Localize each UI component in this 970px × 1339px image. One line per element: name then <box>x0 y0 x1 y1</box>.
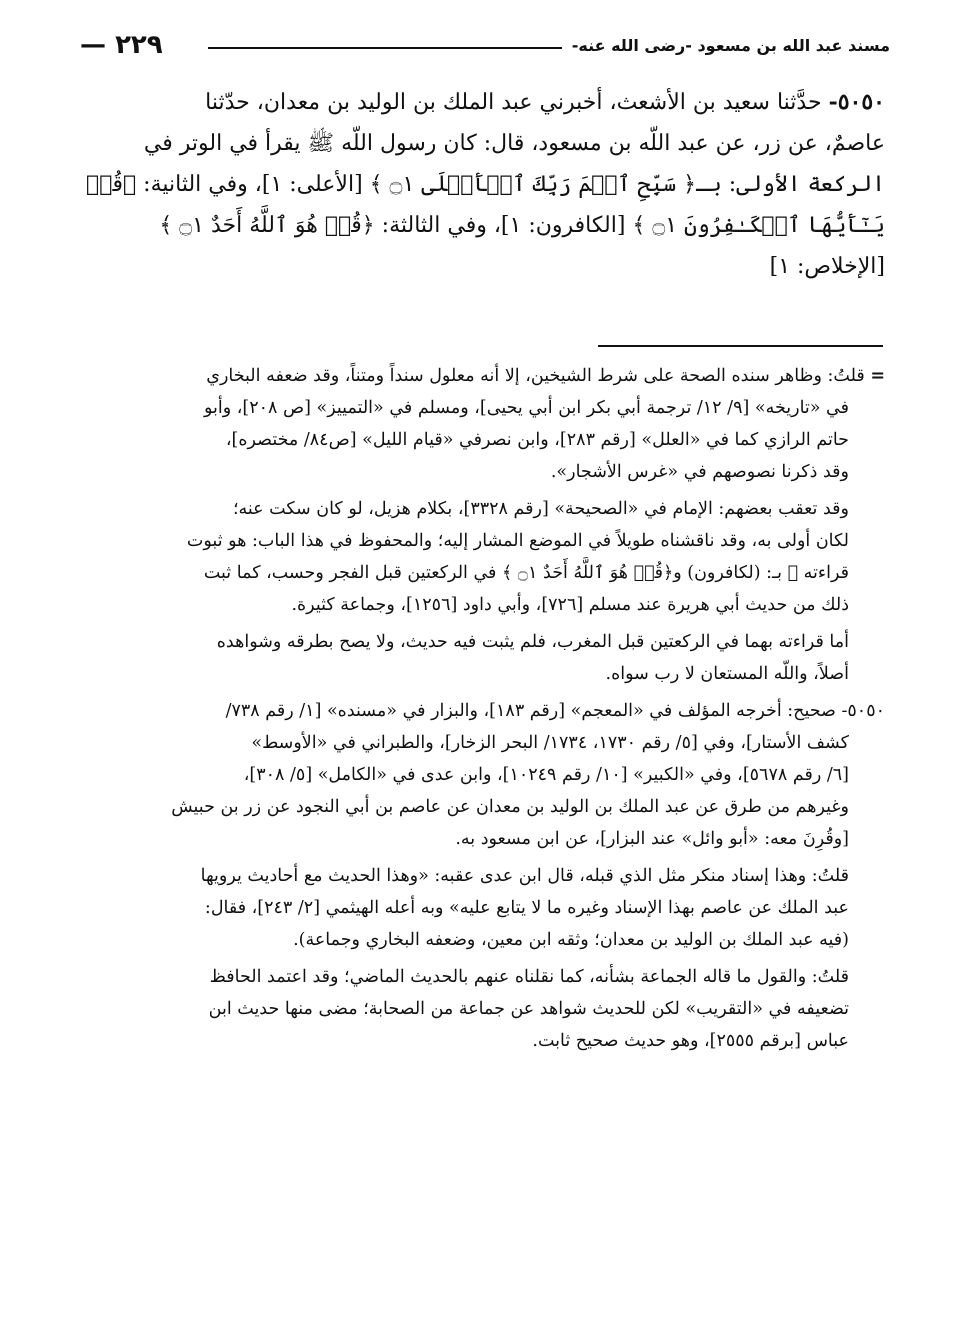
continuation-mark: = <box>870 366 885 386</box>
hadith-line: [الإخلاص: ١] <box>769 254 885 279</box>
footnote-line: أصلاً، واللّه المستعان لا رب سواه. <box>605 664 849 684</box>
running-title: مسند عبد الله بن مسعود -رضى الله عنه- <box>571 36 890 55</box>
footnote-line: لكان أولى به، وقد ناقشناه طويلاً في الموضع المشار إليه؛ والمحفوظ في هذا الباب: هو ثبوت <box>186 531 849 551</box>
footnote-line: وغيرهم من طرق عن عبد الملك بن الوليد بن معدان عن عاصم بن أبي النجود عن زر بن حبيش <box>171 797 849 817</box>
hadith-line: يَـٰٓأَيُّهَا ٱلۡكَـٰفِرُونَ ۝١ ﴾ [الكافرون: ١]، وفي الثالثة: ﴿قُلۡ هُوَ ٱللَّهُ أَحَدٌ ۝١ ﴾ <box>159 213 885 238</box>
footnote-paragraph <box>80 360 885 488</box>
footnote-paragraph <box>80 626 885 690</box>
page-header <box>80 30 890 66</box>
footnote-paragraph <box>80 493 885 621</box>
footnote-line: [وقُرِنَ معه: «أبو وائل» عند البزار]، عن ابن مسعود به. <box>455 829 849 849</box>
footnote-paragraph <box>80 860 885 956</box>
footnote-paragraph <box>80 961 885 1057</box>
hadith-line: عاصمٌ، عن زر، عن عبد اللّه بن مسعود، قال: كان رسول اللّه ﷺ يقرأ في الوتر في <box>143 131 885 156</box>
footnote-line: [٦/ رقم ٥٦٧٨]، وفي «الكبير» [١٠/ رقم ١٠٢٤٩]، وابن عدى في «الكامل» [٥/ ٣٠٨]، <box>243 765 849 785</box>
footnote-paragraph <box>80 695 885 855</box>
footnote-line: تضعيفه في «التقريب» لكن للحديث شواهد عن جماعة من الصحابة؛ مضى منها حديث ابن <box>208 999 849 1019</box>
footnote-separator <box>598 345 883 347</box>
header-rule <box>208 47 562 49</box>
footnote-line: ذلك من حديث أبي هريرة عند مسلم [٧٢٦]، وأبي داود [١٢٥٦]، وجماعة كثيرة. <box>291 595 849 615</box>
hadith-line: ٥٠٥٠- حدَّثنا سعيد بن الأشعث، أخبرني عبد الملك بن الوليد بن معدان، حدّثنا <box>205 89 885 115</box>
footnote-line: (فيه عبد الملك بن الوليد بن معدان؛ وثقه ابن معين، وضعفه البخاري وجماعة). <box>293 930 849 950</box>
hadith-number: ٥٠٥٠- <box>828 89 885 115</box>
footnote-line: قلتُ: وهذا إسناد منكر مثل الذي قبله، قال ابن عدى عقبه: «وهذا الحديث مع أحاديث يرويها <box>200 866 849 886</box>
footnote-line: أما قراءته بهما في الركعتين قبل المغرب، فلم يثبت فيه حديث، ولا يصح بطرقه وشواهده <box>216 632 849 652</box>
footnote-line: قراءته ﷺ بـ: (لكافرون) و﴿قُلۡ هُوَ ٱللَّهُ أَحَدٌ ۝١ ﴾ في الركعتين قبل الفجر وحسب، كما ثبت <box>203 563 849 583</box>
footnote-line: في «تاريخه» [٩/ ١٢/ ترجمة أبي بكر ابن أبي يحيى]، ومسلم في «التمييز» [ص ٢٠٨]، وأبو <box>203 398 849 418</box>
footnote-line: وقد ذكرنا نصوصهم في «غرس الأشجار». <box>550 462 849 482</box>
hadith-text <box>85 82 885 287</box>
footnote-line: عبد الملك عن عاصم بهذا الإسناد وغيره ما لا يتابع عليه» وبه أعله الهيثمي [٢/ ٢٤٣]، فقال: <box>204 898 849 918</box>
page-number: — ٢٢٩ <box>80 30 163 60</box>
hadith-line: الركعة الأولى: بـ﴿ سَبِّحِ ٱسۡمَ رَبِّكَ ٱلۡأَعۡلَى ۝١ ﴾ [الأعلى: ١]، وفي الثانية: ﴿قُلۡ <box>86 172 885 197</box>
footnotes <box>80 360 885 1062</box>
footnote-line: كشف الأستار]، وفي [٥/ رقم ١٧٣٠، ١٧٣٤/ البحر الزخار]، والطبراني في «الأوسط» <box>251 733 849 753</box>
footnote-line: = قلتُ: وظاهر سنده الصحة على شرط الشيخين، إلا أنه معلول سنداً ومتناً، وقد ضعفه البخاري <box>206 366 885 386</box>
footnote-line: ٥٠٥٠- صحيح: أخرجه المؤلف في «المعجم» [رقم ١٨٣]، والبزار في «مسنده» [١/ رقم ٧٣٨/ <box>225 701 885 721</box>
footnote-line: قلتُ: والقول ما قاله الجماعة بشأنه، كما نقلناه عنهم بالحديث الماضي؛ وقد اعتمد الحافظ <box>209 967 849 987</box>
footnote-line: حاتم الرازي كما في «العلل» [رقم ٢٨٣]، وابن نصرفي «قيام الليل» [ص٨٤/ مختصره]، <box>225 430 849 450</box>
footnote-line: عباس [برقم ٢٥٥٥]، وهو حديث صحيح ثابت. <box>532 1031 849 1051</box>
footnote-line: وقد تعقب بعضهم: الإمام في «الصحيحة» [رقم ٣٣٢٨]، بكلام هزيل، لو كان سكت عنه؛ <box>232 499 849 519</box>
